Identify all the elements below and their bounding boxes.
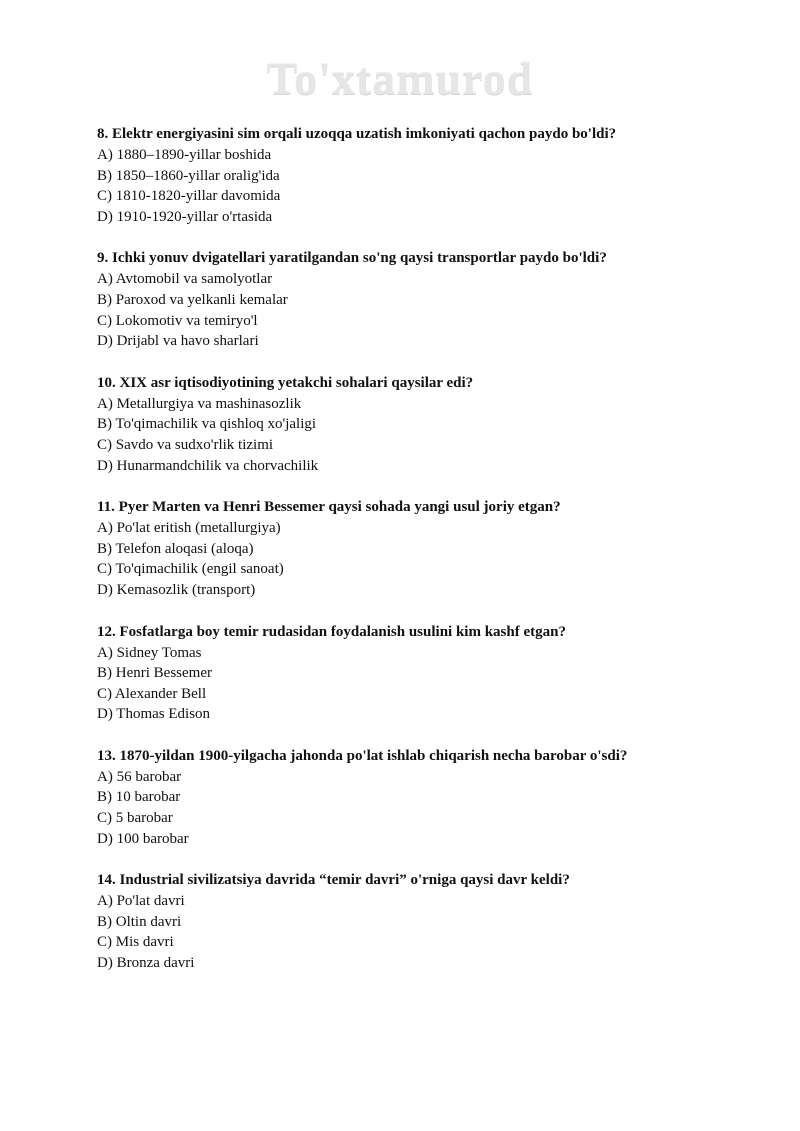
option-d: D) 1910-1920-yillar o'rtasida: [97, 208, 273, 225]
question-block: [97, 124, 757, 227]
option-a: A) Avtomobil va samolyotlar: [97, 271, 273, 288]
option-d: D) Hunarmandchilik va chorvachilik: [97, 457, 319, 474]
option-c: C) Mis davri: [97, 934, 174, 951]
question-block: [97, 870, 757, 973]
question-text: 8. Elektr energiyasini sim orqali uzoqqa uzatish imkoniyati qachon paydo bo'ldi?: [97, 126, 617, 142]
question-text: 13. 1870-yildan 1900-yilgacha jahonda po'lat ishlab chiqarish necha barobar o'sdi?: [97, 747, 628, 764]
option-c: C) To'qimachilik (engil sanoat): [97, 561, 284, 578]
options-list: [97, 643, 757, 725]
option-c: C) Lokomotiv va temiryo'l: [97, 312, 258, 329]
option-c: C) Savdo va sudxo'rlik tizimi: [97, 436, 274, 453]
question-block: [97, 497, 757, 600]
question-block: [97, 622, 757, 725]
options-list: [97, 394, 757, 476]
question-block: [97, 746, 757, 849]
option-a: A) Sidney Tomas: [97, 644, 202, 661]
option-a: A) 56 barobar: [97, 768, 182, 785]
option-b: B) Oltin davri: [97, 913, 182, 930]
option-c: C) 1810-1820-yillar davomida: [97, 188, 281, 205]
option-a: A) Po'lat davri: [97, 893, 185, 910]
options-list: [97, 518, 757, 600]
question-list: [97, 124, 757, 995]
option-c: C) Alexander Bell: [97, 685, 207, 702]
option-b: B) To'qimachilik va qishloq xo'jaligi: [97, 416, 317, 433]
option-b: B) Paroxod va yelkanli kemalar: [97, 291, 288, 308]
option-d: D) 100 barobar: [97, 830, 189, 847]
option-a: A) Po'lat eritish (metallurgiya): [97, 520, 281, 537]
option-b: B) 10 barobar: [97, 789, 181, 806]
question-text: 12. Fosfatlarga boy temir rudasidan foydalanish usulini kim kashf etgan?: [97, 623, 566, 640]
options-list: [97, 269, 757, 351]
watermark: To'xtamurod: [266, 53, 534, 104]
options-list: [97, 891, 757, 973]
question-text: 9. Ichki yonuv dvigatellari yaratilgandan so'ng qaysi transportlar paydo bo'ldi?: [97, 250, 607, 267]
option-b: B) Henri Bessemer: [97, 665, 212, 682]
options-list: [97, 767, 757, 849]
question-text: 14. Industrial sivilizatsiya davrida “temir davri” o'rniga qaysi davr keldi?: [97, 872, 570, 889]
question-block: [97, 373, 757, 476]
question-text: 11. Pyer Marten va Henri Bessemer qaysi sohada yangi usul joriy etgan?: [97, 499, 561, 516]
question-text: 10. XIX asr iqtisodiyotining yetakchi sohalari qaysilar edi?: [97, 374, 474, 391]
option-d: D) Bronza davri: [97, 955, 195, 972]
option-d: D) Thomas Edison: [97, 706, 211, 723]
option-a: A) 1880–1890-yillar boshida: [97, 147, 272, 163]
option-a: A) Metallurgiya va mashinasozlik: [97, 395, 302, 412]
option-d: D) Drijabl va havo sharlari: [97, 333, 259, 350]
option-b: B) 1850–1860-yillar oralig'ida: [97, 167, 280, 184]
options-list: [97, 145, 757, 227]
option-c: C) 5 barobar: [97, 810, 173, 827]
option-b: B) Telefon aloqasi (aloqa): [97, 540, 254, 557]
question-block: [97, 248, 757, 351]
option-d: D) Kemasozlik (transport): [97, 581, 256, 598]
